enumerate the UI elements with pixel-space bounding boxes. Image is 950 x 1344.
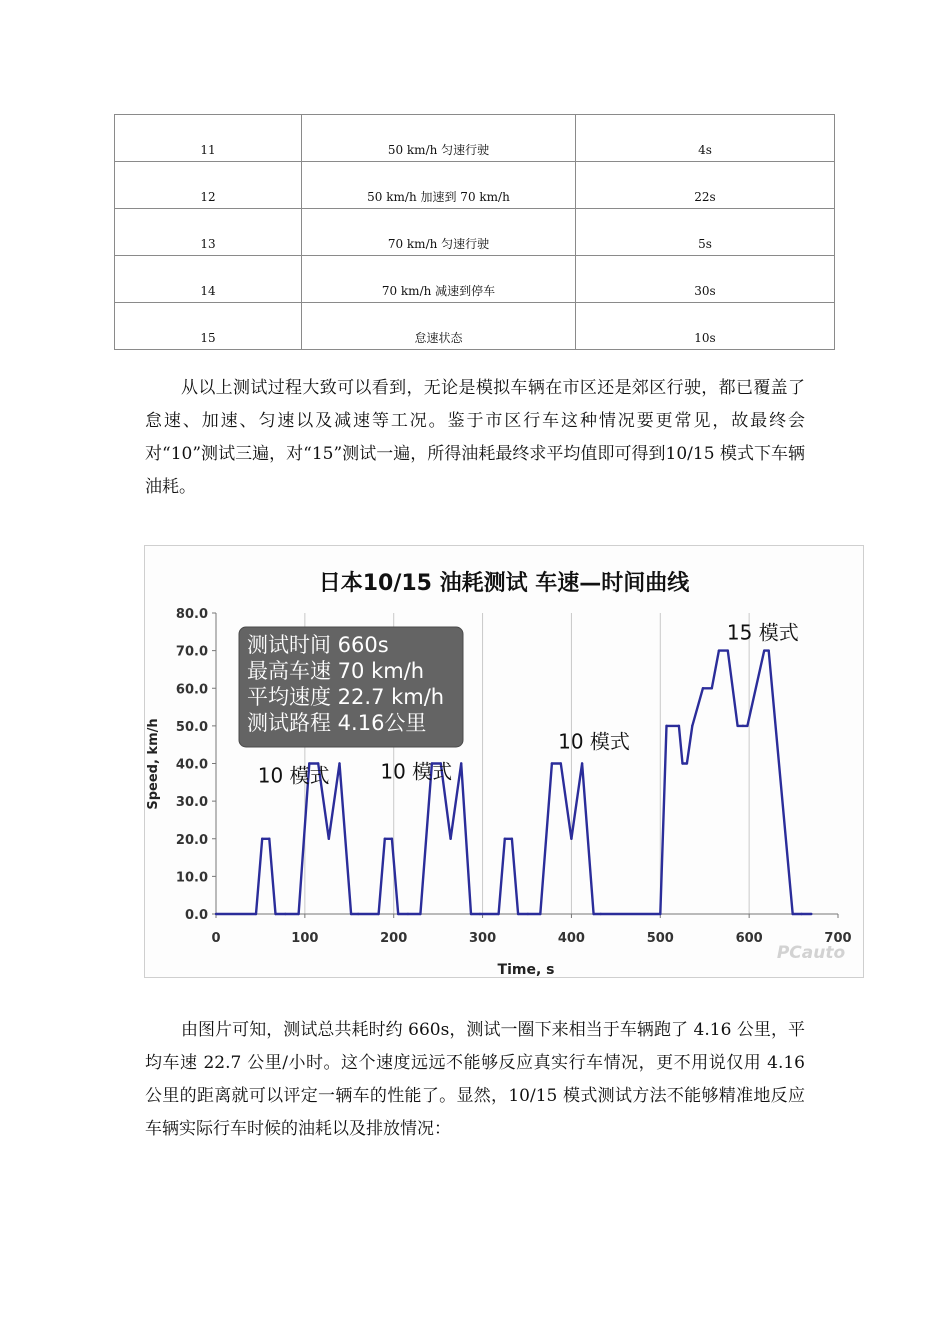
paragraph-2: 由图片可知，测试总共耗时约 660s，测试一圈下来相当于车辆跑了 4.16 公里，平均车速 22.7 公里/小时。这个速度远远不能够反应真实行车情况，更不用说仅用 4.16 公里的距离就可以评定一辆车的性能了。显然，10/15 模式测试方法不能够精准地反应车辆实际行车时候的油耗以及排放情况： [145,1020,805,1139]
y-tick-label: 20.0 [175,832,208,848]
data-point [384,838,386,840]
table-row [115,256,835,303]
data-point [479,913,481,915]
time-cell: 5s [576,209,835,256]
data-point [357,913,359,915]
data-point [800,913,802,915]
y-tick-label: 80.0 [175,607,208,622]
mode-annotation: 10 模式 [380,759,453,784]
time-cell: 10s [576,303,835,350]
data-point [570,838,572,840]
data-point [350,913,352,915]
data-point [702,687,704,689]
data-point [261,838,263,840]
data-point [511,838,513,840]
data-point [600,913,602,915]
step-cell: 13 [115,209,302,256]
table-row [115,115,835,162]
time-cell: 22s [576,162,835,209]
data-point [791,913,793,915]
data-point [681,762,683,764]
data-point [691,725,693,727]
speed-time-chart [144,545,864,978]
x-tick-label: 0 [211,931,221,946]
mode-annotation: 15 模式 [726,620,799,645]
data-point [767,649,769,651]
data-point [470,913,472,915]
x-tick-label: 600 [735,931,763,946]
data-point [678,725,680,727]
data-point [497,913,499,915]
data-point [742,725,744,727]
y-tick-label: 60.0 [175,682,208,698]
data-point [297,913,299,915]
info-box-line: 平均速度 22.7 km/h [247,685,445,709]
data-point [592,913,594,915]
data-point [284,913,286,915]
x-tick-label: 300 [469,931,497,946]
data-point [539,913,541,915]
x-tick-label: 400 [557,931,585,946]
action-cell: 50 km/h 匀速行驶 [302,115,576,162]
y-tick-label: 0.0 [184,908,208,923]
data-point [517,913,519,915]
data-point [460,762,462,764]
y-tick-label: 70.0 [175,644,208,660]
y-axis-label: Speed, km/h [146,718,161,810]
action-cell: 50 km/h 加速到 70 km/h [302,162,576,209]
data-point [419,913,421,915]
time-cell: 30s [576,256,835,303]
paragraph-1: 从以上测试过程大致可以看到，无论是模拟车辆在市区还是郊区行驶，都已覆盖了怠速、加速、匀速以及减速等工况。鉴于市区行车这种情况要更常见，故最终会对“10”测试三遍，对“15”测试一遍，所得油耗最终求平均值即可得到10/15 模式下车辆油耗。 [145,378,805,497]
steps-table-body [115,115,835,350]
y-tick-label: 10.0 [175,870,208,886]
chart-title: 日本10/15 油耗测试 车速—时间曲线 [318,571,690,596]
action-cell: 70 km/h 减速到停车 [302,256,576,303]
data-point [810,913,812,915]
info-box-line: 测试时间 660s [247,633,389,657]
data-point [718,649,720,651]
y-tick-label: 40.0 [175,757,208,773]
watermark-logo: PCauto [776,943,846,963]
data-point [560,762,562,764]
action-cell: 70 km/h 匀速行驶 [302,209,576,256]
chart-canvas [145,546,863,977]
data-point [215,913,217,915]
table-row [115,303,835,350]
x-tick-label: 100 [291,931,319,946]
step-cell: 11 [115,115,302,162]
data-point [328,838,330,840]
data-point [763,649,765,651]
table-row [115,162,835,209]
time-cell: 4s [576,115,835,162]
x-tick-label: 700 [824,931,852,946]
info-box [239,627,463,747]
step-cell: 12 [115,162,302,209]
data-point [449,838,451,840]
x-tick-label: 200 [380,931,408,946]
data-point [377,913,379,915]
data-point [711,687,713,689]
data-point [527,913,529,915]
info-box-line: 最高车速 70 km/h [247,659,425,683]
data-point [665,725,667,727]
data-point [727,649,729,651]
data-point [686,762,688,764]
x-axis-label: Time, s [497,962,555,977]
step-cell: 14 [115,256,302,303]
data-point [504,838,506,840]
data-point [659,913,661,915]
data-point [255,913,257,915]
action-cell: 怠速状态 [302,303,576,350]
table-row [115,209,835,256]
y-tick-label: 50.0 [175,719,208,735]
steps-table [114,114,835,350]
mode-annotation: 10 模式 [558,729,630,754]
data-point [397,913,399,915]
x-tick-label: 500 [646,931,674,946]
data-point [274,913,276,915]
y-tick-label: 30.0 [175,795,208,811]
data-point [551,762,553,764]
step-cell: 15 [115,303,302,350]
info-box-line: 测试路程 4.16公里 [247,711,427,735]
data-point [736,725,738,727]
data-point [581,762,583,764]
mode-annotation: 10 模式 [257,763,330,788]
data-point [407,913,409,915]
data-point [391,838,393,840]
data-point [338,762,340,764]
data-point [268,838,270,840]
data-point [746,725,748,727]
